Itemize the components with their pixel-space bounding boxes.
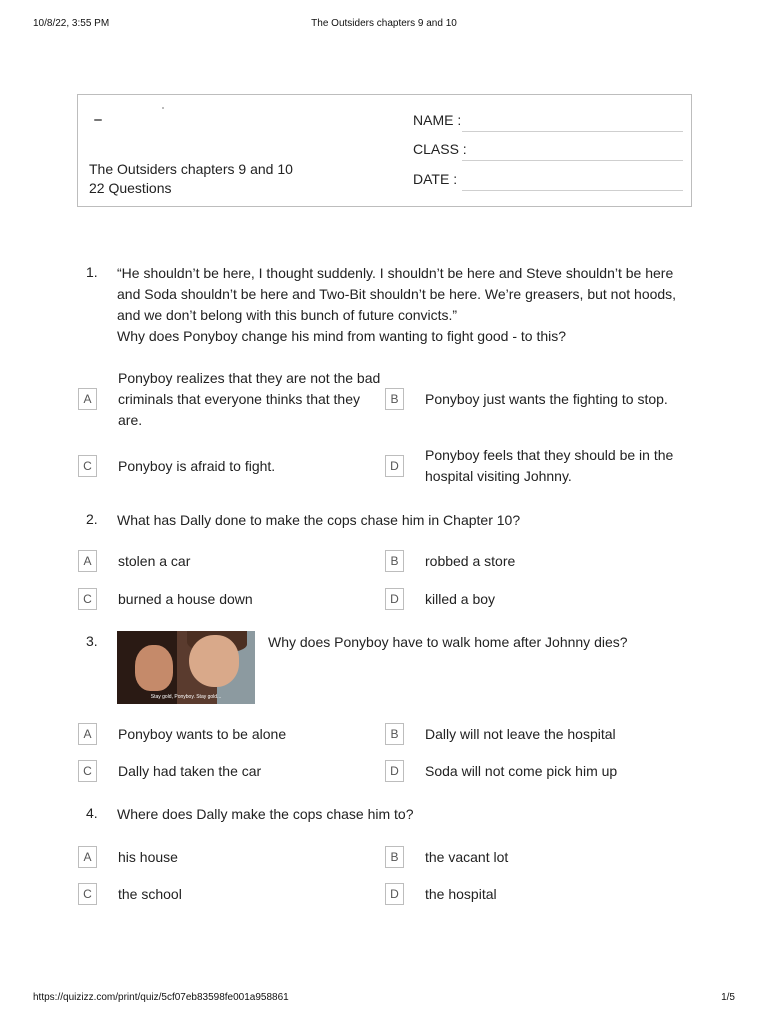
option-2a[interactable]: [78, 550, 378, 574]
option-letter: A: [78, 550, 97, 572]
question-prompt: Why does Ponyboy change his mind from wanting to fight good - to this?: [117, 328, 567, 344]
name-line: [462, 131, 683, 132]
option-1b[interactable]: [385, 388, 695, 412]
option-letter: B: [385, 846, 404, 868]
print-datetime: 10/8/22, 3:55 PM: [33, 18, 110, 29]
option-text: killed a boy: [425, 591, 496, 607]
option-4b[interactable]: [385, 846, 695, 870]
option-text: the school: [118, 886, 182, 902]
question-count: 22 Questions: [89, 180, 172, 196]
question-number: 4.: [86, 805, 98, 821]
logo-dot-icon: [162, 107, 164, 109]
option-4a[interactable]: [78, 846, 378, 870]
logo-icon: [94, 119, 102, 121]
option-letter: D: [385, 760, 404, 782]
option-2b[interactable]: [385, 550, 695, 574]
option-text: Ponyboy just wants the fighting to stop.: [425, 391, 668, 407]
option-2d[interactable]: [385, 588, 695, 612]
option-text: the hospital: [425, 886, 497, 902]
option-text: his house: [118, 849, 178, 865]
question-text: Why does Ponyboy have to walk home after Johnny dies?: [268, 634, 628, 650]
option-text: Ponyboy wants to be alone: [118, 726, 287, 742]
option-letter: C: [78, 455, 97, 477]
question-number: 2.: [86, 511, 98, 527]
option-3b[interactable]: [385, 723, 695, 747]
question-image: [117, 631, 255, 704]
option-2c[interactable]: [78, 588, 378, 612]
print-page-number: 1/5: [721, 992, 735, 1003]
option-4d[interactable]: [385, 883, 695, 907]
option-text: stolen a car: [118, 553, 191, 569]
quiz-info-box: [77, 94, 692, 207]
option-letter: A: [78, 846, 97, 868]
option-letter: A: [78, 723, 97, 745]
question-text: Where does Dally make the cops chase him to?: [117, 806, 414, 822]
option-letter: B: [385, 388, 404, 410]
option-letter: C: [78, 883, 97, 905]
option-text: Ponyboy realizes that they are not the bad criminals that everyone thinks that they are.: [118, 370, 381, 428]
print-url: https://quizizz.com/print/quiz/5cf07eb83598fe001a958861: [33, 992, 289, 1003]
name-field: [413, 112, 683, 132]
question-quote: “He shouldn’t be here, I thought suddenly. I shouldn’t be here and Steve shouldn’t be here and Soda shouldn’t be here and Two-Bit shouldn’t be here. We’re greasers, but not hoods, and we don’t belong with this bunch of future convicts.”: [117, 265, 677, 323]
image-face: [135, 645, 173, 691]
option-letter: C: [78, 588, 97, 610]
print-title: The Outsiders chapters 9 and 10: [311, 18, 457, 29]
option-letter: A: [78, 388, 97, 410]
option-text: the vacant lot: [425, 849, 509, 865]
date-line: [462, 190, 683, 191]
image-caption: Stay gold, Ponyboy. Stay gold...: [150, 694, 222, 700]
question-number: 3.: [86, 633, 98, 649]
option-3d[interactable]: [385, 760, 695, 784]
option-letter: D: [385, 588, 404, 610]
option-text: Dally had taken the car: [118, 763, 262, 779]
option-letter: B: [385, 723, 404, 745]
option-1a[interactable]: [78, 370, 381, 428]
quiz-title: The Outsiders chapters 9 and 10: [89, 161, 293, 177]
class-line: [462, 160, 683, 161]
class-label: CLASS :: [413, 141, 467, 157]
option-text: burned a house down: [118, 591, 253, 607]
option-1d[interactable]: [385, 447, 695, 484]
option-letter: C: [78, 760, 97, 782]
option-text: robbed a store: [425, 553, 516, 569]
question-text: [117, 263, 687, 347]
option-3a[interactable]: [78, 723, 378, 747]
class-field: [413, 141, 683, 161]
date-label: DATE :: [413, 171, 458, 187]
image-face-2: [189, 635, 239, 687]
option-text: Ponyboy is afraid to fight.: [118, 458, 276, 474]
option-text: Soda will not come pick him up: [425, 763, 618, 779]
option-4c[interactable]: [78, 883, 378, 907]
option-text: Dally will not leave the hospital: [425, 726, 616, 742]
option-1c[interactable]: [78, 455, 378, 479]
option-letter: B: [385, 550, 404, 572]
option-letter: D: [385, 455, 404, 477]
question-text: What has Dally done to make the cops chase him in Chapter 10?: [117, 512, 521, 528]
option-letter: D: [385, 883, 404, 905]
name-label: NAME :: [413, 112, 462, 128]
date-field: [413, 171, 683, 191]
option-text: Ponyboy feels that they should be in the hospital visiting Johnny.: [425, 447, 674, 484]
option-3c[interactable]: [78, 760, 378, 784]
question-number: 1.: [86, 264, 98, 280]
